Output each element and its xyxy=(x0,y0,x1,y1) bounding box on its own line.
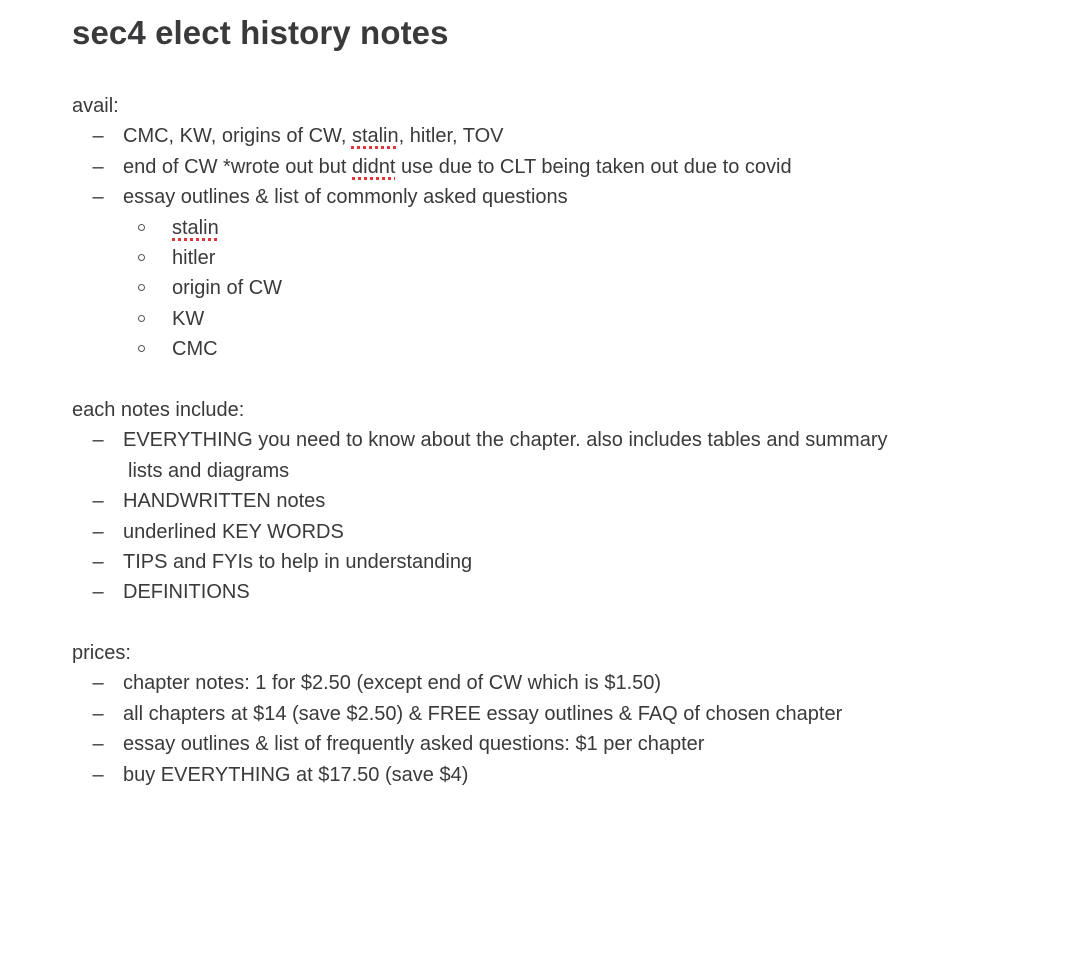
dash-bullet-icon: – xyxy=(92,520,104,543)
dash-bullet-icon: – xyxy=(92,155,104,178)
list-item-text: essay outlines & list of commonly asked questions xyxy=(123,186,568,209)
list-item-text: DEFINITIONS xyxy=(123,581,250,604)
sublist-item xyxy=(72,213,1032,243)
includes-section xyxy=(72,395,1032,608)
list-item xyxy=(72,547,1032,577)
list-item-text: CMC, KW, origins of CW, stalin, hitler, TOV xyxy=(123,125,504,148)
dash-bullet-icon: – xyxy=(92,125,104,148)
sublist-item xyxy=(72,243,1032,273)
page-title: sec4 elect history notes xyxy=(72,14,449,51)
list-item xyxy=(72,699,1032,729)
list-item xyxy=(72,668,1032,698)
list-item-text: chapter notes: 1 for $2.50 (except end of CW which is $1.50) xyxy=(123,672,662,695)
list-item-text: TIPS and FYIs to help in understanding xyxy=(123,551,473,574)
circle-bullet-icon xyxy=(138,224,145,231)
list-item-text: end of CW *wrote out but didnt use due to CLT being taken out due to covid xyxy=(123,155,792,178)
sublist-item xyxy=(72,304,1032,334)
includes-heading: each notes include: xyxy=(72,399,245,421)
dash-bullet-icon: – xyxy=(92,763,104,786)
list-item xyxy=(72,486,1032,516)
circle-bullet-icon xyxy=(138,254,145,261)
list-item-text: underlined KEY WORDS xyxy=(123,520,344,543)
prices-heading: prices: xyxy=(72,642,131,664)
sublist-item-text: origin of CW xyxy=(172,277,283,300)
list-item xyxy=(72,425,1032,486)
includes-list xyxy=(72,425,1032,607)
list-item-text: buy EVERYTHING at $17.50 (save $4) xyxy=(123,763,469,786)
prices-list xyxy=(72,668,1032,790)
dash-bullet-icon: – xyxy=(92,581,104,604)
circle-bullet-icon xyxy=(138,345,145,352)
dash-bullet-icon: – xyxy=(92,490,104,513)
avail-heading: avail: xyxy=(72,95,119,117)
sublist-item-text: hitler xyxy=(172,247,216,270)
list-item xyxy=(72,152,1032,182)
list-item-text-line-1: EVERYTHING you need to know about the chapter. also includes tables and summary xyxy=(123,429,888,452)
list-item xyxy=(72,577,1032,607)
dash-bullet-icon: – xyxy=(92,186,104,209)
misspelled-word: didnt xyxy=(352,155,396,178)
circle-bullet-icon xyxy=(138,315,145,322)
prices-section xyxy=(72,638,1032,790)
list-item-text: essay outlines & list of frequently asked questions: $1 per chapter xyxy=(123,733,705,756)
dash-bullet-icon: – xyxy=(92,429,104,452)
list-item xyxy=(72,121,1032,151)
misspelled-word: stalin xyxy=(351,125,399,148)
sublist-item-text: CMC xyxy=(172,338,218,361)
list-item xyxy=(72,182,1032,212)
list-item-text: all chapters at $14 (save $2.50) & FREE essay outlines & FAQ of chosen chapter xyxy=(123,702,843,725)
misspelled-word: stalin xyxy=(172,216,219,239)
sublist-item-text: KW xyxy=(172,307,205,330)
circle-bullet-icon xyxy=(138,284,145,291)
dash-bullet-icon: – xyxy=(92,551,104,574)
list-item xyxy=(72,760,1032,790)
dash-bullet-icon: – xyxy=(92,733,104,756)
avail-section xyxy=(72,91,1032,365)
list-item xyxy=(72,517,1032,547)
list-item-text: HANDWRITTEN notes xyxy=(123,490,326,513)
list-item xyxy=(72,729,1032,759)
sublist-item xyxy=(72,273,1032,303)
dash-bullet-icon: – xyxy=(92,672,104,695)
avail-sublist xyxy=(72,213,1032,365)
list-item-text-line-2: lists and diagrams xyxy=(128,459,290,482)
sublist-item xyxy=(72,334,1032,364)
dash-bullet-icon: – xyxy=(92,702,104,725)
avail-list xyxy=(72,121,1032,212)
